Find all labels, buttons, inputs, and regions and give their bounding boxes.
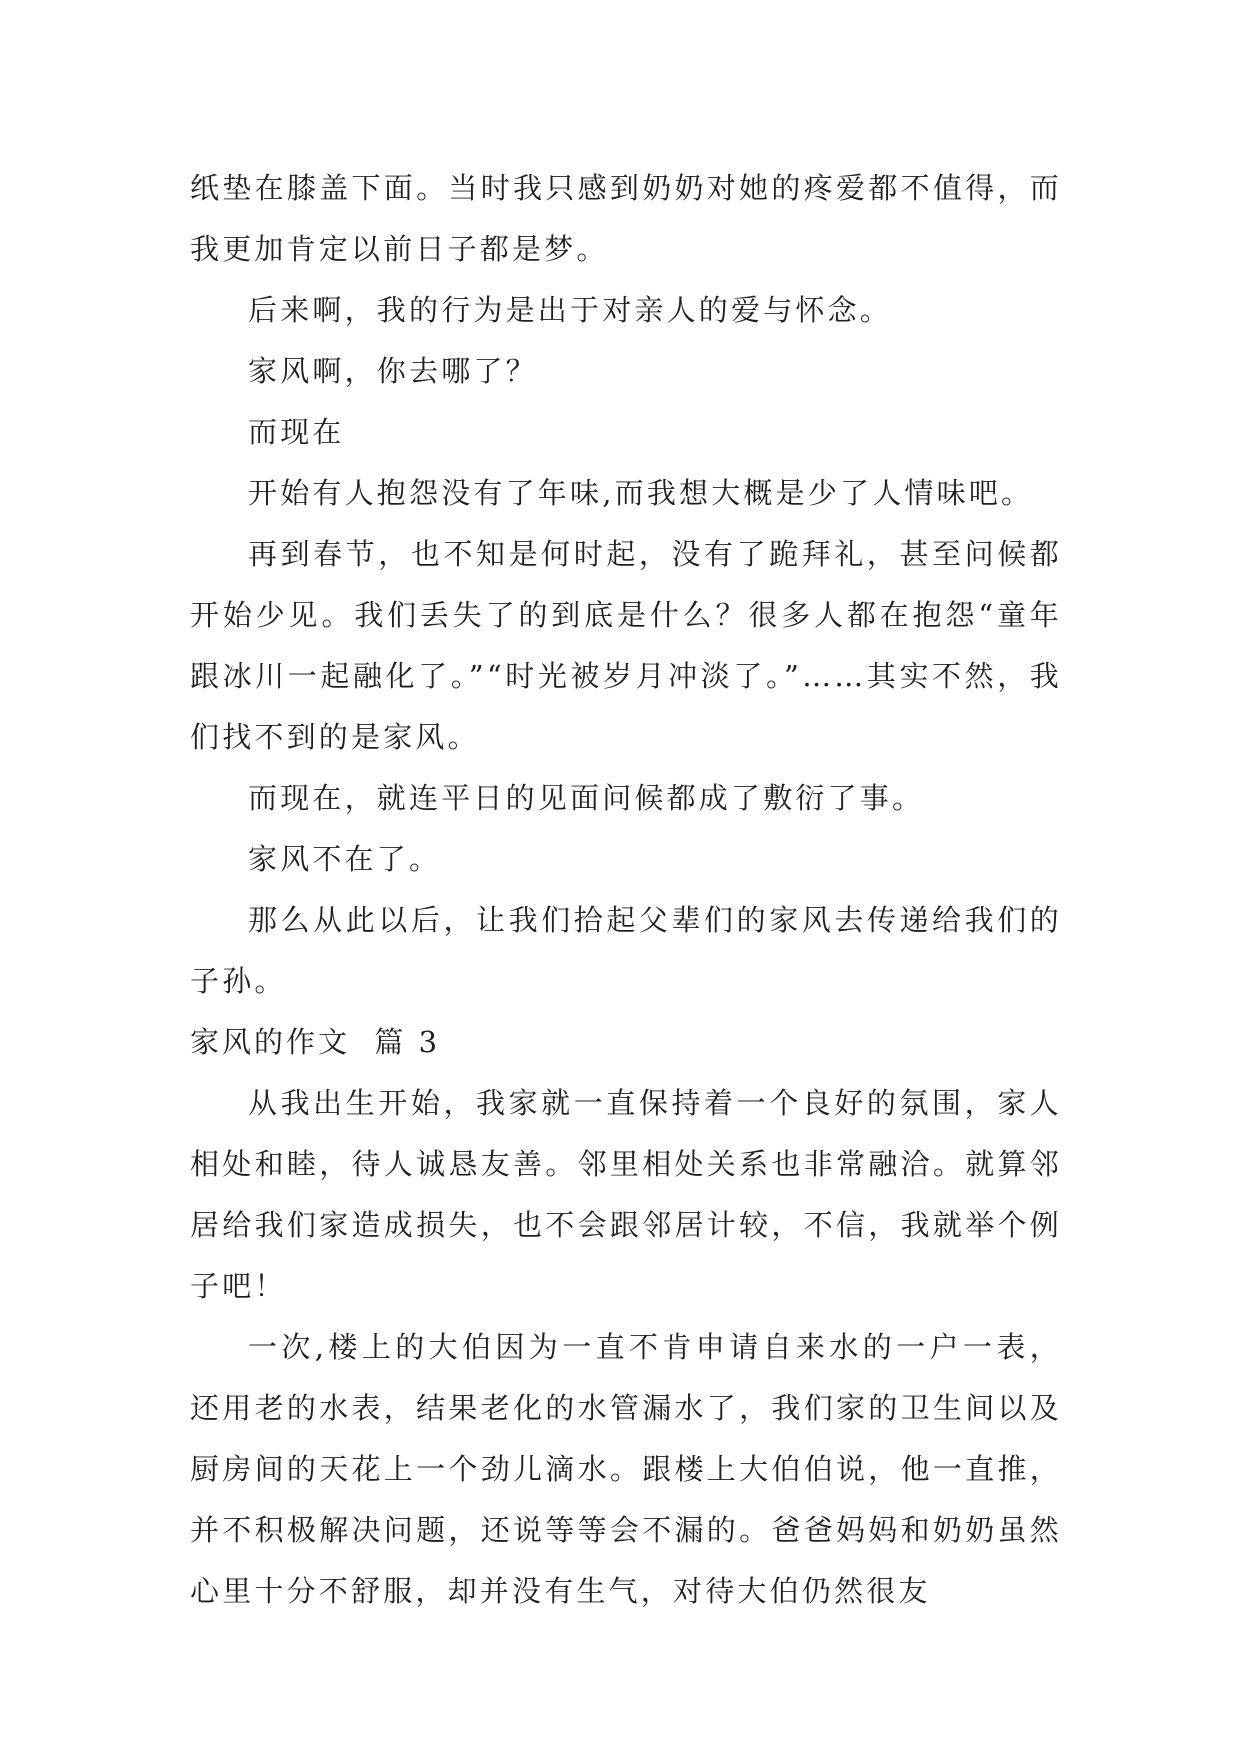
paragraph: 家风啊，你去哪了？ xyxy=(248,354,538,388)
paragraph: 家风不在了。 xyxy=(248,842,442,876)
paragraph: 从我出生开始，我家就一直保持着一个良好的氛围，家人相处和睦，待人诚恳友善。邻里相处关系也非常融洽。就算邻居给我们家造成损失，也不会跟邻居计较，不信，我就举个例子吧！ xyxy=(190,1086,1062,1303)
paragraph: 再到春节，也不知是何时起，没有了跪拜礼，甚至问候都开始少见。我们丢失了的到底是什么？很多人都在抱怨“童年跟冰川一起融化了。”“时光被岁月冲淡了。”……其实不然，我们找不到的是家风。 xyxy=(190,537,1062,754)
paragraph: 而现在，就连平日的见面问候都成了敷衍了事。 xyxy=(248,781,925,815)
paragraph: 后来啊，我的行为是出于对亲人的爱与怀念。 xyxy=(248,293,893,327)
paragraph: 那么从此以后，让我们拾起父辈们的家风去传递给我们的子孙。 xyxy=(190,903,1062,998)
document-body xyxy=(190,158,1062,1622)
paragraph: 开始有人抱怨没有了年味,而我想大概是少了人情味吧。 xyxy=(248,476,1034,510)
paragraph: 而现在 xyxy=(248,415,345,449)
paragraph: 一次,楼上的大伯因为一直不肯申请自来水的一户一表，还用老的水表，结果老化的水管漏水了，我们家的卫生间以及厨房间的天花上一个劲儿滴水。跟楼上大伯伯说，他一直推，并不积极解决问题，还说等等会不漏的。爸爸妈妈和奶奶虽然心里十分不舒服，却并没有生气，对待大伯仍然很友 xyxy=(190,1330,1062,1608)
paragraph: 纸垫在膝盖下面。当时我只感到奶奶对她的疼爱都不值得，而我更加肯定以前日子都是梦。 xyxy=(190,171,1062,266)
section-heading: 家风的作文 篇 3 xyxy=(190,1025,441,1059)
